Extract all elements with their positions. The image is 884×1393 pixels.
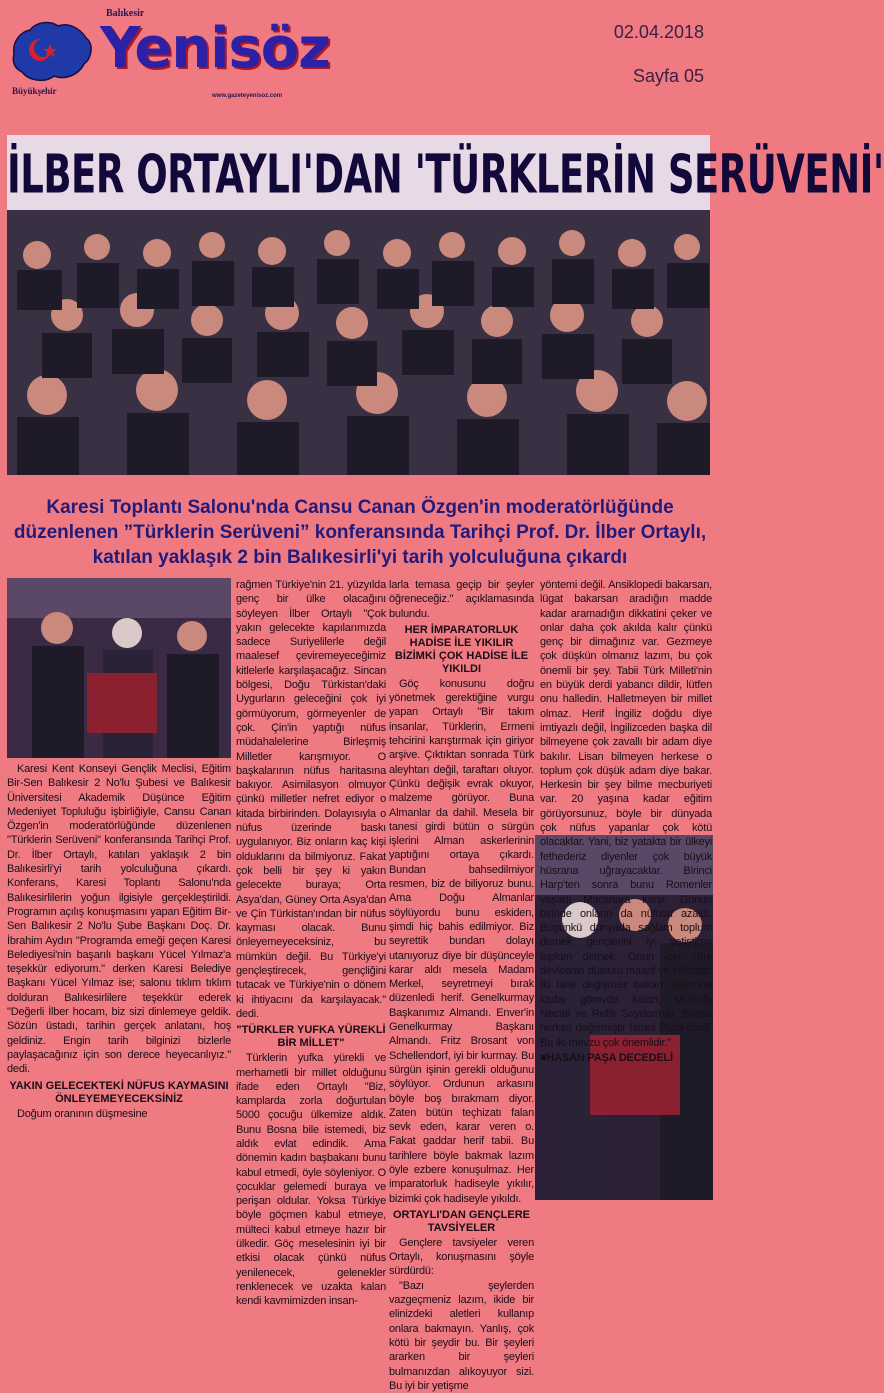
- square-bullet-icon: ■: [540, 1051, 547, 1064]
- page-number: Sayfa 05: [632, 66, 704, 86]
- article-column-2: [236, 578, 386, 1309]
- lead-paragraph: Karesi Toplantı Salonu'nda Cansu Canan Özgen'in moderatörlüğünde düzenlenen ”Türklerin Serüveni” konferansında Tarihçi Prof. Dr. İlber Ortaylı, katılan yaklaşık 2 bin Balıkesirli'yi tarih yolculuğuna çıkardı: [13, 497, 707, 568]
- paragraph: Türklerin yufka yürekli ve merhametli bir millet olduğunu ifade eden Ortaylı "Biz, kamplarda zorla doğurtulan 5000 çocuğu ülkemize aldık. Bunu Bosna bile istemedi, biz aldık evlat edindik. Ama dönemin kadın başbakanı bunu kabul etmedi, öyle söyleniyor. O çocuklar gelemedi buraya ve perişan oldular. Yoksa Türkiye böyle göçmen kabul etmeye, mülteci kabul etmeye hazır bir ülkedir. Göç meselesinin iyi bir etkisi olacak çünkü nüfus yenilenecek, gelenekler renklenecek ve uzakta kalan kendi kavmimizden insan-: [236, 1052, 386, 1308]
- award-photo: [7, 578, 231, 758]
- author-name: HASAN PAŞA DECEDELİ: [546, 1051, 673, 1064]
- logo-subtitle: Büyükşehir: [12, 86, 57, 96]
- paragraph: Göç konusunu doğru yönetmek gerektiğine vurgu yapan Ortaylı "Bir takım insanlar, Türklerin, Ermeni tehcirini karıştırmak için giriyor arşive. Çıktıktan sonrada Türk aleyhtarı değil, taraftarı oluyor. Çünkü değişik evrak okuyor, malzeme görüyor. Buna Almanlar da dahil. Mesela bir tanesi girdi bütün o sürgün işlerini Alman askerlerinin yaptığını ortaya çıkardı. Bundan bahsedilmiyor resmen, biz de biliyoruz bunu. Ama Doğu Almanlar söylüyordu bunu eskiden, şimdi hiç bahis edilmiyor. Biz seyrettik bundan dolayı utanıyoruz diye bir düşünceyle karar aldı mesela Madam Merkel, seyretmeyi bırak düzenledi herif. Genelkurmay Başkanımız Almandı. Enver'in Genelkurmay Başkanı Almandı. Fritz Brosant von Schellendorf, iyi bir kurmay. Bu sürgün işinin gerekli olduğunu söylüyor. Ordunun arkasını böyle boş bırakmam diyor. Zaten bütün teçhizatı falan sevk eden, karar veren o. Fakat gaddar herif tabii. Bu tarihlere böyle bakmak lazım öyle ezbere konuşulmaz. Her imparatorluk hadiseyle yıkılır, bizimki çok hadiseyle yıkıldı.: [389, 677, 534, 1205]
- masthead: [0, 0, 718, 100]
- logo: [100, 8, 396, 96]
- paragraph: rağmen Türkiye'nin 21. yüzyılda genç bir ülke olacağını söyleyen İlber Ortaylı "Çok yakın gelecekte kapılarımızda sadece Suriyelilerle değil maalesef çeviremeyeceğimiz kitlelerle karşılaşacağız. Sincan bölgesi, Doğu Türkistan'daki Uygurların geleceğini çok iyi görmüyorum, görmeyenler de çok. Çin'in yaptığı nüfus müdahalelerine Birleşmiş Milletler karışmıyor. O başkalarının nüfus haritasına bakıyor. Asimilasyon olmuyor çünkü milletler nefret ediyor o kitada birbirinden. Dolayısıyla o nüfus üzerinde baskı uygulanıyor. Biz onların kaç kişi olduklarını da bilmiyoruz. Fakat çok belli bir şey ki yakın gelecekte buraya; Orta Asya'dan, Güney Orta Asya'dan ve Çin Türkistan'ından bir nüfus kayması olacak. Bunu önleyemeyeceksiniz, bu mümkün değil. Bu Türkiye'yi gençleştirecek, gençliğini tutacak ve Türkiye'nin o dönem ki ihtiyacını da karşılayacak." dedi.: [236, 579, 386, 1020]
- subheading: HER İMPARATORLUK HADİSE İLE YIKILIR BİZİMKİ ÇOK HADİSE İLE YIKILDI: [394, 623, 529, 675]
- headline: İLBER ORTAYLI'DAN 'TÜRKLERİN SERÜVENİ': [7, 143, 884, 206]
- article-column-4: [540, 578, 712, 1064]
- paragraph: Gençlere tavsiyeler veren Ortaylı, konuşmasını şöyle sürdürdü:: [389, 1236, 534, 1278]
- hero-photo: [7, 135, 884, 475]
- subheading: ORTAYLI'DAN GENÇLERE TAVSİYELER: [392, 1208, 531, 1234]
- website-url: www.gazeteyenisoz.com: [212, 93, 283, 99]
- article-column-3: [389, 578, 534, 1393]
- issue-date: 02.04.2018: [613, 22, 704, 42]
- paragraph: Doğum oranının düşmesine: [17, 1107, 148, 1120]
- paragraph: Karesi Kent Konseyi Gençlik Meclisi, Eğitim Bir-Sen Balıkesir 2 No'lu Şubesi ve Balıkesir Üniversitesi Akademik Düşünce Eğitim Medeniyet Topluluğu işbirliğiyle, Cansu Canan Özgen'in moderatörlüğünde düzenlenen "Türklerin Serüveni" konferansında Tarihçi Prof. Dr. İlber Ortaylı, katılan yaklaşık 2 bin Balıkesirli'yi tarih yolculuğuna çıkardı. Konferans, Karesi Toplantı Salonu'nda Balıkesirlilerin yoğun ilgisiyle gerçekleştirildi. Programın açılış konuşmasını yapan Eğitim Bir-Sen Balıkesir 2 No'lu Şube Başkanı Doç. Dr. İbrahim Aydın "Programda emeği geçen Karesi Belediyesi'nin başarılı başkanı Yücel Yılmaz'a teşekkür ediyorum." derken Karesi Belediye Başkanı Yücel Yılmaz ise; salonu tıklım tıklım dolduran Balıkesirlilere teşekkür ederek "Değerli İlber hocam, biz sizi dinlemeye geldik. Sözün üstadı, tarihin gerçek anlatanı, hoş geldiniz. Engin tarih bilginizi bizlerle paylaşacağınız için son derece heyecanlıyız." dedi.: [7, 763, 231, 1076]
- subheading: "TÜRKLER YUFKA YÜREKLİ BİR MİLLET": [236, 1024, 386, 1050]
- paragraph: yöntemi değil. Ansiklopedi bakarsan, lügat bakarsan aradığın madde kadar aramadığın dikkatini çeker ve onlar daha çok akılda kalır çünkü genç bir dimağınız var. Gezmeye çok düşkün olmanız lazım, bu çok önemli bir şey. Tabii Türk Milleti'nin en büyük derdi yabancı dildir, lütfen onu halledin. Halletmeyen bir millet olmaz. Herif İngiliz doğdu diye imtiyazlı değil, İngilizceden başka dil bilmeyene çok zavallı bir adam diye bakılır. Lisan bilmeyen herkese o toplum çok düşük adam diye bakar. Herkesin bir şey bilme mecburiyeti var. 20 yaşına kadar eğitim görüyorsunuz, böyle bir dünyada çok nüfus yapanlar çok kötü olacaklar. Yani, biz yatakta bir ülkeyi fethederiz diyenler çok büyük hüsrana uğrayacaklar. Birinci Harp'ten sonra bunu Romenler yaşadı Macarlara karşı. Günün birinde onların da nüfusu azaldı. Bugünkü dünyada sağlam toplum demek gençlerini iyi yetiştiren toplum demek. Onun için Türk devletinin düsturu maarif ve sıhhattir. İki tane değişmez bakan, ölümüne kadar görevde kalan, Mustafa Necati ve Refik Saydam'dır. Başka herkes değişmiştir İsmet Paşa dahil. Bu iki mevzu çok önemlidir.": [540, 579, 712, 1049]
- subheading: YAKIN GELECEKTEKİ NÜFUS KAYMASINI ÖNLEYEMEYECEKSİNİZ: [9, 1079, 229, 1105]
- award-photo-image: [7, 578, 231, 758]
- logo-wordmark: Yenisöz: [100, 16, 330, 81]
- author-byline: [540, 1052, 712, 1064]
- paragraph: larla temasa geçip bir şeyler öğreneceğiz." açıklamasında bulundu.: [389, 579, 534, 620]
- balikesir-map-logo: [6, 14, 96, 88]
- article-column-1: [7, 762, 231, 1121]
- logo-city: Balıkesir: [106, 8, 145, 19]
- paragraph: "Bazı şeylerden vazgeçmeniz lazım, ikide bir elinizdeki aletleri kullanıp onlara bakmayın. Yanlış, çok kötü bir şeydir bu. Bir şeyleri ararken bir şeyleri bulmanızdan alıkoyuyor sizi. Bu iyi bir yetişme: [389, 1279, 534, 1392]
